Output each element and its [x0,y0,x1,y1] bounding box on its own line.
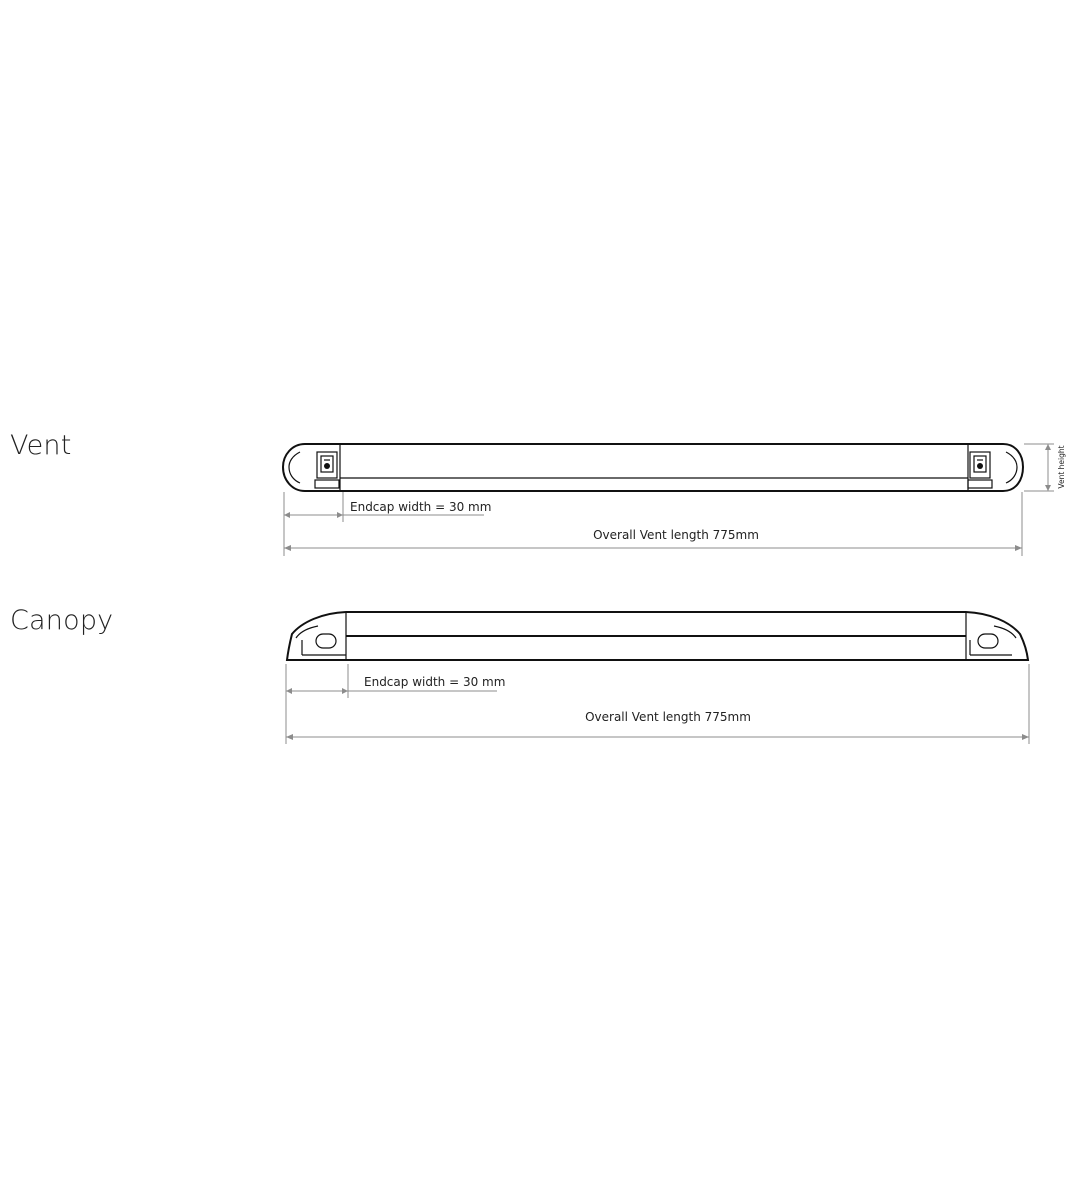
vent-left-endcap [283,444,340,491]
vent-height-label: Vent height [1057,445,1066,489]
vent-height-dimension [1024,444,1066,491]
canopy-right-endcap [966,612,1028,660]
canopy-drawing [286,612,1029,744]
vent-endcap-label: Endcap width = 30 mm [350,500,492,514]
canopy-length-label: Overall Vent length 775mm [585,710,751,724]
canopy-endcap-label: Endcap width = 30 mm [364,675,506,689]
vent-length-label: Overall Vent length 775mm [593,528,759,542]
canopy-left-endcap [287,612,346,660]
canopy-endcap-dimension [286,664,505,744]
vent-drawing [283,444,1066,556]
vent-right-endcap [968,444,1023,491]
vent-body [340,444,968,491]
vent-section-title: Vent [10,430,72,461]
canopy-body [346,612,966,660]
vent-endcap-dimension [284,492,491,556]
canopy-section-title: Canopy [10,605,114,636]
